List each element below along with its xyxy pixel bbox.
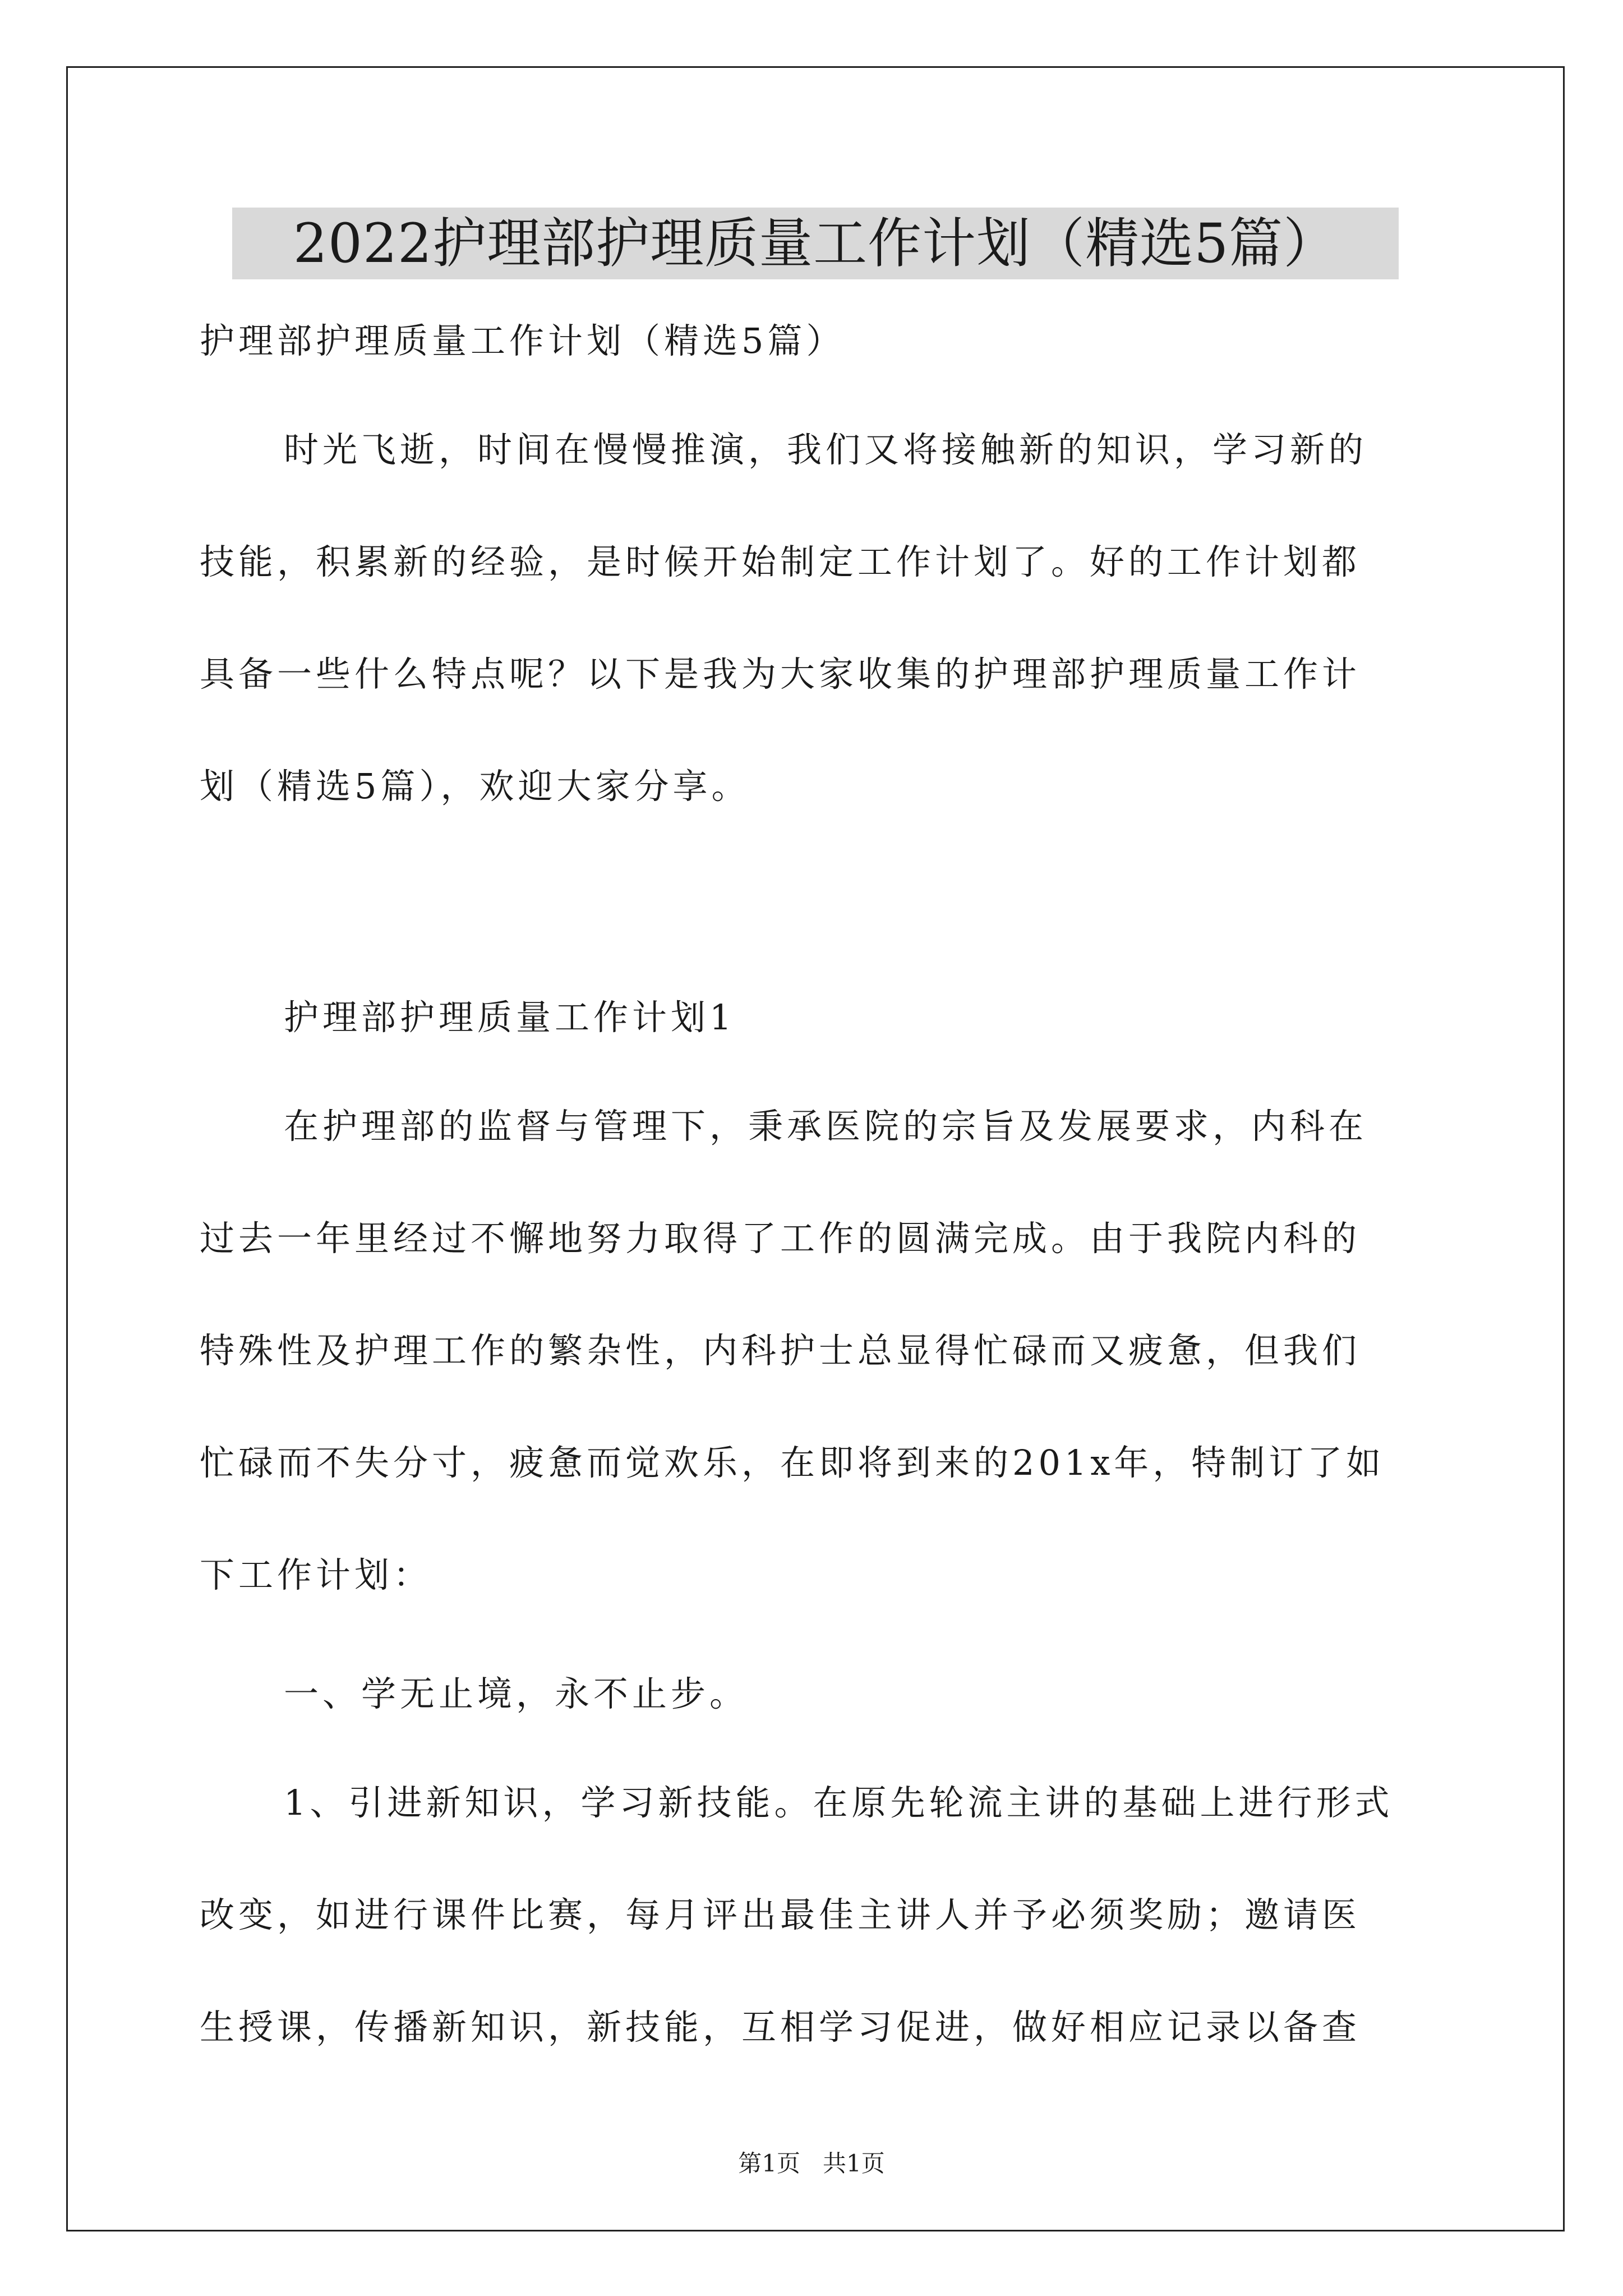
point-heading-text: 一、学无止境，永不止步。 bbox=[284, 1673, 749, 1714]
section-line: 下工作计划： bbox=[200, 1554, 432, 1595]
section-line: 忙碌而不失分寸，疲惫而觉欢乐，在即将到来的201x年，特制订了如 bbox=[200, 1442, 1385, 1483]
section-line: 特殊性及护理工作的繁杂性，内科护士总显得忙碌而又疲惫，但我们 bbox=[200, 1330, 1361, 1371]
point-line: 1、引进新知识，学习新技能。在原先轮流主讲的基础上进行形式 bbox=[284, 1782, 1394, 1823]
document-title: 2022护理部护理质量工作计划（精选5篇） bbox=[232, 208, 1399, 279]
section-heading bbox=[200, 961, 1433, 1074]
intro-line: 划（精选5篇），欢迎大家分享。 bbox=[200, 766, 750, 807]
section-line: 在护理部的监督与管理下，秉承医院的宗旨及发展要求，内科在 bbox=[284, 1106, 1368, 1147]
point-paragraph bbox=[200, 1747, 1433, 2083]
point-line: 生授课，传播新知识，新技能，互相学习促进，做好相应记录以备查 bbox=[200, 2007, 1361, 2047]
intro-line: 技能，积累新的经验，是时候开始制定工作计划了。好的工作计划都 bbox=[200, 541, 1361, 582]
document-subtitle bbox=[200, 285, 1433, 397]
intro-paragraph bbox=[200, 394, 1433, 843]
page-footer: 第1页 共1页 bbox=[738, 2150, 885, 2177]
section-heading-text: 护理部护理质量工作计划1 bbox=[284, 997, 736, 1038]
section-paragraph bbox=[200, 1070, 1433, 1631]
intro-line: 时光飞逝，时间在慢慢推演，我们又将接触新的知识，学习新的 bbox=[284, 429, 1368, 470]
subtitle-text: 护理部护理质量工作计划（精选5篇） bbox=[200, 320, 845, 361]
intro-line: 具备一些什么特点呢？以下是我为大家收集的护理部护理质量工作计 bbox=[200, 654, 1361, 694]
section-line: 过去一年里经过不懈地努力取得了工作的圆满完成。由于我院内科的 bbox=[200, 1218, 1361, 1259]
point-line: 改变，如进行课件比赛，每月评出最佳主讲人并予必须奖励；邀请医 bbox=[200, 1894, 1361, 1935]
point-heading bbox=[200, 1638, 1433, 1750]
